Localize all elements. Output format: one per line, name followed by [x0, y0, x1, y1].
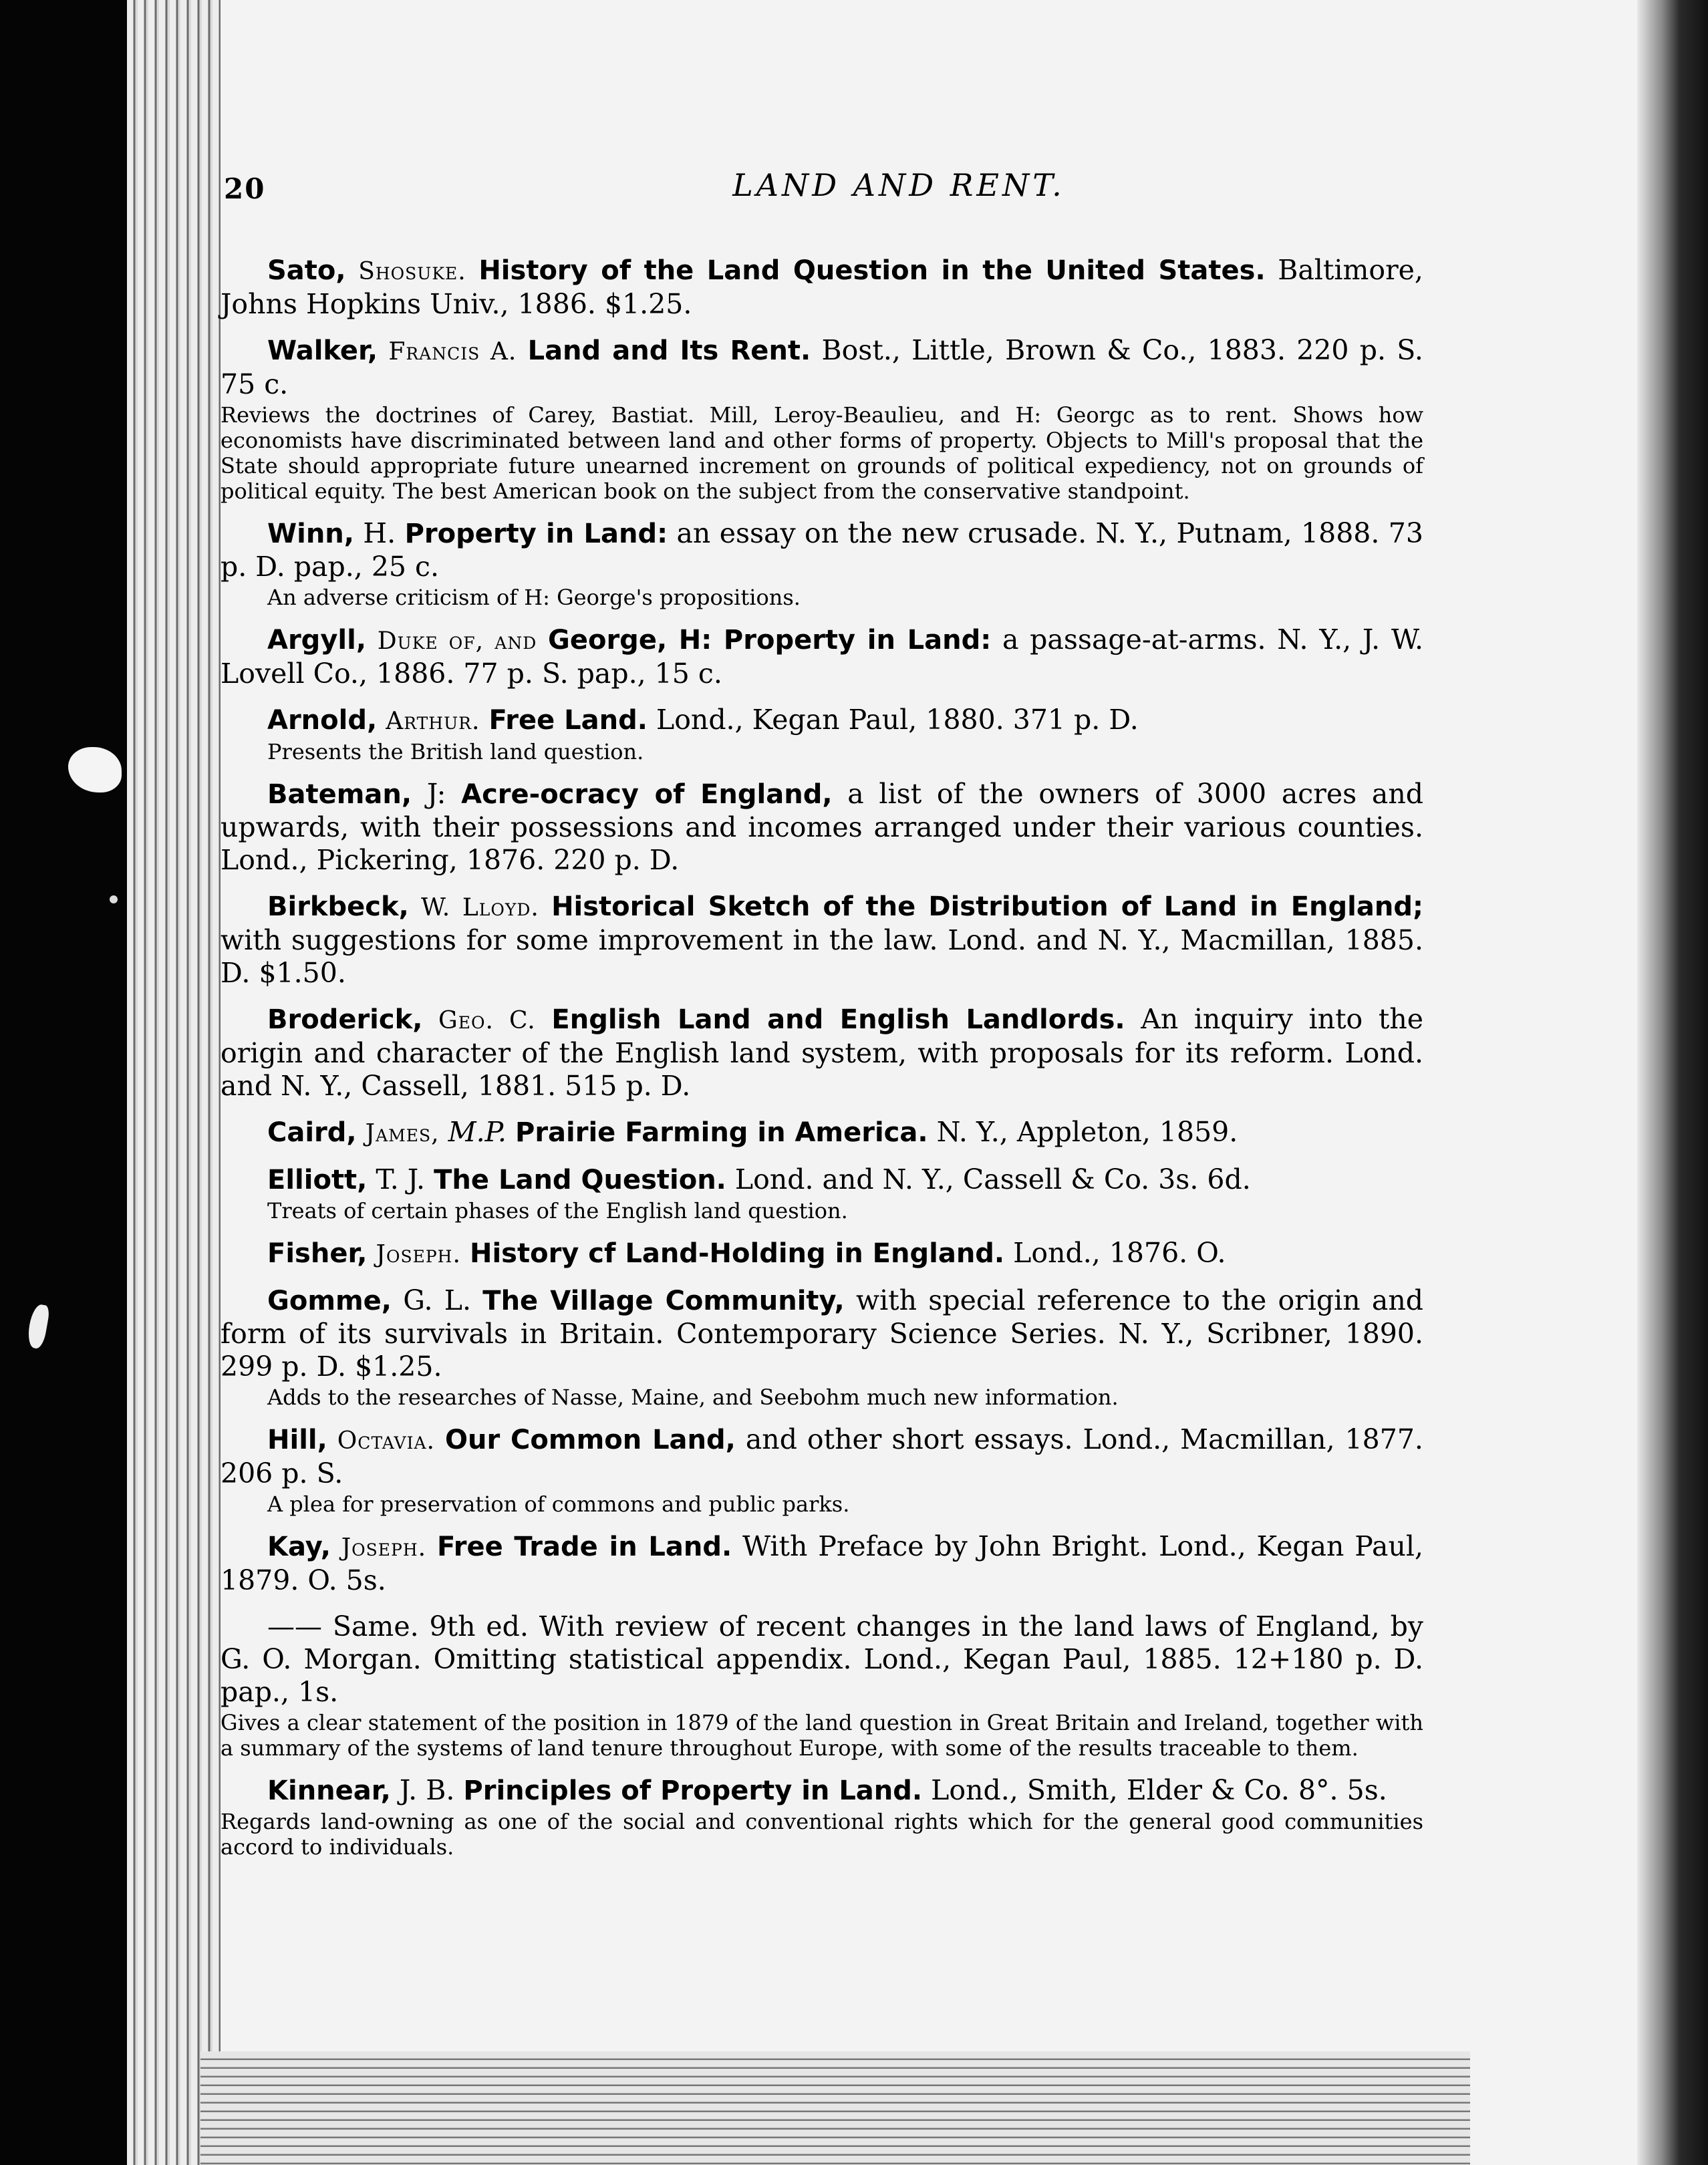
binding-gutter [1637, 0, 1708, 2165]
page-number: 20 [224, 172, 266, 205]
entry-publication: Lond., Smith, Elder & Co. 8°. 5s. [931, 1774, 1387, 1806]
entry-author: Argyll, [267, 625, 367, 656]
entry-publication: Baltimore, Johns Hopkins Univ., 1886. $1.25. [221, 254, 1423, 320]
bibliography-entry [221, 334, 1423, 504]
entry-text [221, 1163, 1423, 1197]
bibliography-entry [221, 254, 1423, 321]
entry-text [221, 704, 1423, 738]
entry-author: Winn, [267, 519, 354, 549]
entry-title: English Land and English Landlords. [551, 1004, 1125, 1035]
entry-given-name: Francis A. [388, 338, 517, 366]
entry-author: Gomme, [267, 1286, 392, 1316]
entry-text [221, 1284, 1423, 1383]
bibliography-entry [221, 704, 1423, 764]
entry-title: Prairie Farming in America. [515, 1117, 928, 1148]
entry-annotation: Gives a clear statement of the position in 1879 of the land question in Great Britain and Ireland, together with a summary of the systems of land tenure throughout Europe, with some of the results traceable to them. [221, 1710, 1423, 1761]
entry-text [221, 1423, 1423, 1490]
entry-author: Sato, [267, 255, 346, 286]
entry-publication: 9th ed. With review of recent changes in the land laws of England, by G. O. Morgan. Omitting statistical appendix. Lond., Kegan Paul, 1885. 12+180 p. D. pap., 1s. [221, 1610, 1423, 1708]
bibliography-entry [221, 1774, 1423, 1860]
entry-given-name: T. J. [376, 1163, 426, 1195]
entry-title: Free Land. [488, 705, 648, 736]
entry-text [221, 517, 1423, 583]
bibliography-entry [221, 1116, 1423, 1150]
entry-text [221, 778, 1423, 877]
bibliography-entry [221, 1003, 1423, 1103]
running-head: LAND AND RENT. [732, 167, 1065, 203]
entry-text [221, 334, 1423, 401]
entry-given-name: H. [363, 517, 396, 549]
entry-given-suffix: M.P. [448, 1116, 507, 1148]
page-header [224, 167, 1427, 214]
entry-author: Birkbeck, [267, 891, 409, 922]
entry-author: Caird, [267, 1117, 357, 1148]
entry-title: History of the Land Question in the United States. [478, 255, 1266, 286]
entry-title: Principles of Property in Land. [463, 1775, 923, 1806]
entry-publication: Lond., 1876. O. [1013, 1237, 1226, 1269]
entry-author: Kay, [267, 1532, 331, 1562]
entry-title: The Village Community, [482, 1286, 845, 1316]
entry-author: Hill, [267, 1425, 327, 1455]
entry-publication: and other short essays. Lond., Macmillan, 1877. 206 p. S. [221, 1423, 1423, 1489]
entry-annotation: Treats of certain phases of the English land question. [267, 1198, 848, 1223]
bibliography-entry [221, 517, 1423, 610]
entry-given-name: J. B. [399, 1774, 455, 1806]
entry-author: Fisher, [267, 1238, 368, 1269]
entry-publication: An inquiry into the origin and character of the English land system, with proposals for its reform. Lond. and N. Y., Cassell, 1881. 515 p. D. [221, 1003, 1423, 1102]
entry-given-name: Shosuke. [358, 258, 466, 285]
page-edges-bottom [200, 2051, 1470, 2165]
entry-publication: a passage-at-arms. N. Y., J. W. Lovell Co., 1886. 77 p. S. pap., 15 c. [221, 623, 1423, 690]
entry-publication: Lond., Kegan Paul, 1880. 371 p. D. [656, 704, 1139, 736]
entry-text [221, 623, 1423, 690]
entry-publication: with special reference to the origin and form of its survivals in Britain. Contemporary Science Series. N. Y., Scribner, 1890. 299 p. D. $1.25. [221, 1284, 1423, 1383]
entry-text [221, 1237, 1423, 1271]
bibliography-entry [221, 1237, 1423, 1271]
entry-text [221, 1116, 1423, 1150]
entry-title: History cf Land-Holding in England. [469, 1238, 1005, 1269]
entry-given-name: J: [426, 778, 446, 810]
entry-annotation: A plea for preservation of commons and public parks. [267, 1491, 850, 1517]
entry-publication: Bost., Little, Brown & Co., 1883. 220 p. S. 75 c. [221, 334, 1423, 400]
entry-annotation: Adds to the researches of Nasse, Maine, and Seebohm much new information. [267, 1385, 1119, 1410]
entry-given-name: W. Lloyd. [421, 894, 539, 921]
entry-annotation: Reviews the doctrines of Carey, Bastiat. Mill, Leroy-Beaulieu, and H: Georgc as to rent. Shows how economists have discriminated between land and other forms of property. Objects to Mill's proposal that the State should appropriate future unearned increment on grounds of political expediency, not on grounds of political equity. The best American book on the subject from the conservative standpoint. [221, 402, 1423, 504]
entry-author: Walker, [267, 335, 378, 366]
entry-publication: With Preface by John Bright. Lond., Kegan Paul, 1879. O. 5s. [221, 1530, 1423, 1596]
bibliography-entry [221, 778, 1423, 877]
entry-annotation: Presents the British land question. [267, 739, 644, 764]
entry-given-name: Joseph. [341, 1534, 427, 1562]
scan-artifact [110, 895, 118, 903]
entry-author: Broderick, [267, 1004, 423, 1035]
entry-publication: an essay on the new crusade. N. Y., Putnam, 1888. 73 p. D. pap., 25 c. [221, 517, 1423, 583]
entry-author: Arnold, [267, 705, 378, 736]
entry-text [221, 254, 1423, 321]
bibliography-entry [221, 1610, 1423, 1761]
bibliography-entry [221, 890, 1423, 990]
entry-text [221, 1774, 1423, 1808]
page-edges [127, 0, 227, 2165]
entry-title: Historical Sketch of the Distribution of Land in England; [551, 891, 1423, 922]
scan-margin-left [0, 0, 127, 2165]
entry-given-name: James, [365, 1120, 440, 1147]
bibliography-entry [221, 623, 1423, 690]
entry-text [221, 1530, 1423, 1597]
entry-given-name: G. L. [403, 1284, 472, 1316]
entry-given-name: Geo. C. [438, 1007, 536, 1034]
entry-given-name: Arthur. [386, 708, 480, 735]
bibliography-entry [221, 1163, 1423, 1223]
entry-title: Acre-ocracy of England, [461, 779, 833, 810]
entry-given-name: —— Same. [267, 1610, 419, 1642]
entry-text [221, 1003, 1423, 1103]
entry-given-name: Joseph. [376, 1241, 461, 1268]
entry-title: Free Trade in Land. [436, 1532, 732, 1562]
entry-title: The Land Question. [434, 1165, 726, 1195]
entry-title: Land and Its Rent. [527, 335, 811, 366]
entry-text [221, 1610, 1423, 1709]
entry-publication: with suggestions for some improvement in the law. Lond. and N. Y., Macmillan, 1885. D. $1.50. [221, 924, 1423, 989]
entry-publication: Lond. and N. Y., Cassell & Co. 3s. 6d. [734, 1163, 1251, 1195]
entry-given-name: Octavia. [337, 1427, 435, 1455]
bibliography-entry [221, 1284, 1423, 1410]
entry-title: Our Common Land, [444, 1425, 736, 1455]
entry-text [221, 890, 1423, 990]
entry-author: Bateman, [267, 779, 412, 810]
entry-publication: a list of the owners of 3000 acres and upwards, with their possessions and incomes arranged under their various counties. Lond., Pickering, 1876. 220 p. D. [221, 778, 1423, 876]
entry-given-name: Duke of, and [377, 627, 537, 655]
entry-title: Property in Land: [404, 519, 668, 549]
entry-author: Kinnear, [267, 1775, 391, 1806]
bibliography-entry [221, 1530, 1423, 1597]
entry-annotation: An adverse criticism of H: George's propositions. [267, 585, 801, 610]
entry-publication: N. Y., Appleton, 1859. [936, 1116, 1238, 1148]
entry-annotation: Regards land-owning as one of the social and conventional rights which for the general good communities accord to individuals. [221, 1809, 1423, 1860]
bibliography-list [221, 254, 1423, 1873]
entry-author: Elliott, [267, 1165, 368, 1195]
entry-title: George, H: Property in Land: [548, 625, 992, 656]
bibliography-entry [221, 1423, 1423, 1517]
